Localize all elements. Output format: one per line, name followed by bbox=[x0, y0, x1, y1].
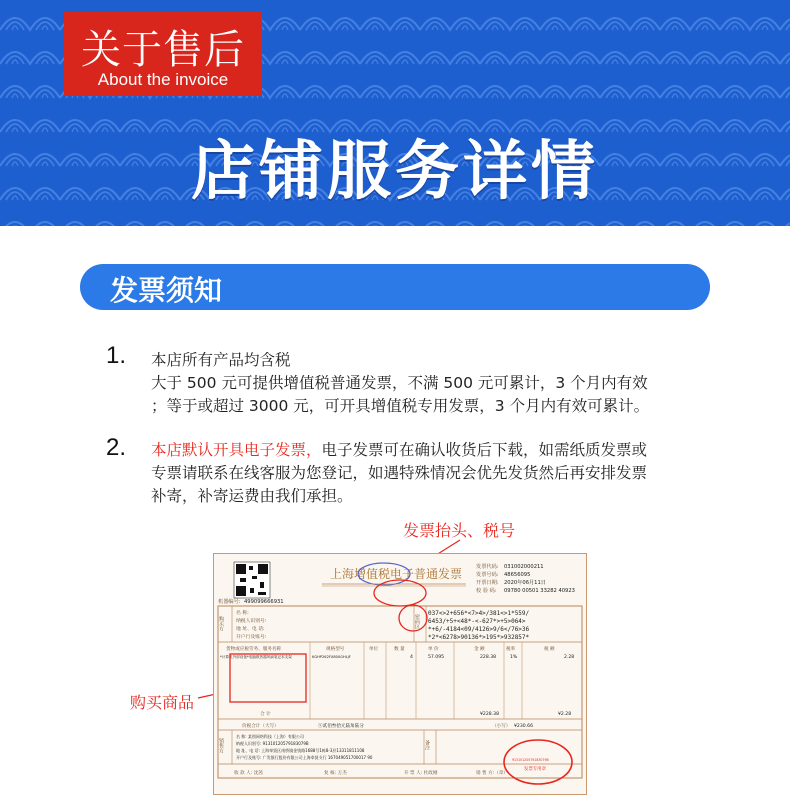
total-amount: ¥228.38 bbox=[480, 712, 499, 717]
grand-small-label: （小写） bbox=[492, 724, 511, 729]
col-qty: 数 量 bbox=[394, 647, 405, 652]
highlight-tax-circle bbox=[399, 605, 427, 631]
grand-small: ¥230.66 bbox=[514, 724, 533, 729]
invoice-sample bbox=[213, 553, 587, 795]
col-rate: 税率 bbox=[506, 647, 516, 652]
footer-review: 复 核: 万杰 bbox=[324, 771, 347, 776]
item-qty: 4 bbox=[410, 655, 413, 660]
seller-addr: 地 址、电 话: 上海奉贤区南桥镇金钱路1688号1栋8-3层13311811108 bbox=[236, 748, 365, 753]
seller-bank: 开户行及账号: 广发银行股份有限公司上海奉贤支行 167049051700017 90 bbox=[236, 755, 373, 760]
tag-title: 关于售后 bbox=[81, 27, 245, 73]
note-1-line1: 本店所有产品均含税 bbox=[151, 351, 291, 369]
machine-value: 499099666931 bbox=[244, 599, 284, 605]
col-unit: 单位 bbox=[369, 647, 379, 652]
buyer-name-label: 名 称: bbox=[236, 611, 249, 616]
col-amount: 金 额 bbox=[474, 647, 485, 652]
annotation-header: 发票抬头、税号 bbox=[403, 521, 516, 540]
note-2-line2: 专票请联系在线客服为您登记，如遇特殊情况会优先发货然后再安排发票 bbox=[151, 464, 648, 482]
section-title: 发票须知 bbox=[110, 274, 223, 307]
invoice-title: 上海增值税电子普通发票 bbox=[330, 567, 463, 581]
item-model: KGHP262FX800GHLJF bbox=[312, 655, 351, 659]
cipher-line-4: *2*<6278>90136*>195*>932857* bbox=[428, 634, 530, 641]
buyer-tax-label: 纳税人识别号: bbox=[236, 619, 267, 624]
note-1-line2: 大于 500 元可提供增值税普通发票，不满 500 元可累计，3 个月内有效 bbox=[151, 374, 648, 392]
cipher-line-2: 6453/+5+<48*-<-627*>+5>064> bbox=[428, 618, 526, 625]
col-price: 单 价 bbox=[428, 647, 439, 652]
number-label: 发票号码: bbox=[476, 572, 499, 578]
total-label: 合 计 bbox=[260, 712, 271, 717]
side-seller: 销售方 bbox=[218, 738, 224, 753]
cipher-line-1: 037<>2+656*<7>4>/381<>1*559/ bbox=[428, 610, 530, 617]
item-tax: 2.28 bbox=[564, 655, 575, 660]
item-name: *计算机外部设备*电脑散热器风扇笔记本支架 bbox=[220, 655, 292, 659]
footer-seller: 销 售 方:（章） bbox=[476, 771, 509, 776]
footer-issuer: 开 票 人: 杜政刚 bbox=[404, 771, 438, 776]
grand-label: 价税合计（大写） bbox=[242, 724, 279, 729]
number-value: 48656095 bbox=[504, 572, 531, 578]
check-label: 校 验 码: bbox=[476, 588, 497, 594]
buyer-addr-label: 地 址、电 话: bbox=[236, 627, 265, 632]
item-price: 57.095 bbox=[428, 655, 445, 660]
date-value: 2020年06月11日 bbox=[504, 580, 546, 586]
invoice-drawing bbox=[214, 554, 586, 794]
note-2-line1-rest: 电子发票可在确认收货后下载，如需纸质发票或 bbox=[321, 441, 648, 459]
stamp-text: 发票专用章 bbox=[524, 767, 546, 772]
note-2-line3: 补寄，补寄运费由我们承担。 bbox=[151, 487, 353, 505]
col-model: 规格型号 bbox=[326, 647, 345, 652]
item-amount: 228.38 bbox=[480, 655, 497, 660]
col-tax: 税 额 bbox=[544, 647, 555, 652]
grand-words: ⓧ贰佰叁拾元陆角陆分 bbox=[318, 724, 364, 729]
highlight-goods-box bbox=[230, 654, 306, 702]
item-rate: 1% bbox=[510, 655, 518, 660]
seller-name: 名 称: 某图网络科技（上海）有限公司 bbox=[236, 734, 304, 739]
seller-tax: 纳税人识别号: 91310120579183079B bbox=[236, 741, 309, 746]
qr-code bbox=[234, 562, 270, 598]
footer-payee: 收 款 人: 沈茜 bbox=[234, 771, 263, 776]
side-buyer: 购买方 bbox=[218, 616, 224, 631]
annotation-goods: 购买商品 bbox=[130, 693, 195, 712]
note-2-highlight: 本店默认开具电子发票， bbox=[151, 441, 322, 459]
code-value: 031002000211 bbox=[504, 564, 544, 570]
page-title: 店铺服务详情 bbox=[191, 135, 599, 209]
note-1-line3: ；等于或超过 3000 元，可开具增值税专用发票，3 个月内有效可累计。 bbox=[151, 397, 650, 415]
cipher-line-3: *+6/-4184<09/4126>9/6</76>36 bbox=[428, 626, 530, 633]
tag-subtitle: About the invoice bbox=[97, 70, 229, 89]
date-label: 开票日期: bbox=[476, 580, 499, 586]
side-note: 备注 bbox=[424, 740, 430, 750]
code-label: 发票代码: bbox=[476, 564, 499, 570]
buyer-bank-label: 开户行及账号: bbox=[236, 635, 267, 640]
total-tax: ¥2.28 bbox=[558, 712, 572, 717]
machine-label: 机器编号: bbox=[218, 599, 241, 605]
stamp-id: 91310120579183079B bbox=[512, 758, 549, 762]
company-stamp bbox=[504, 740, 572, 784]
note-number-2: 2. bbox=[106, 434, 127, 461]
col-goods: 货物或应税劳务、服务名称 bbox=[226, 647, 282, 652]
note-number-1: 1. bbox=[106, 342, 127, 369]
side-password: 密码区 bbox=[414, 614, 420, 629]
check-value: 09780 00501 33282 40923 bbox=[504, 588, 575, 594]
